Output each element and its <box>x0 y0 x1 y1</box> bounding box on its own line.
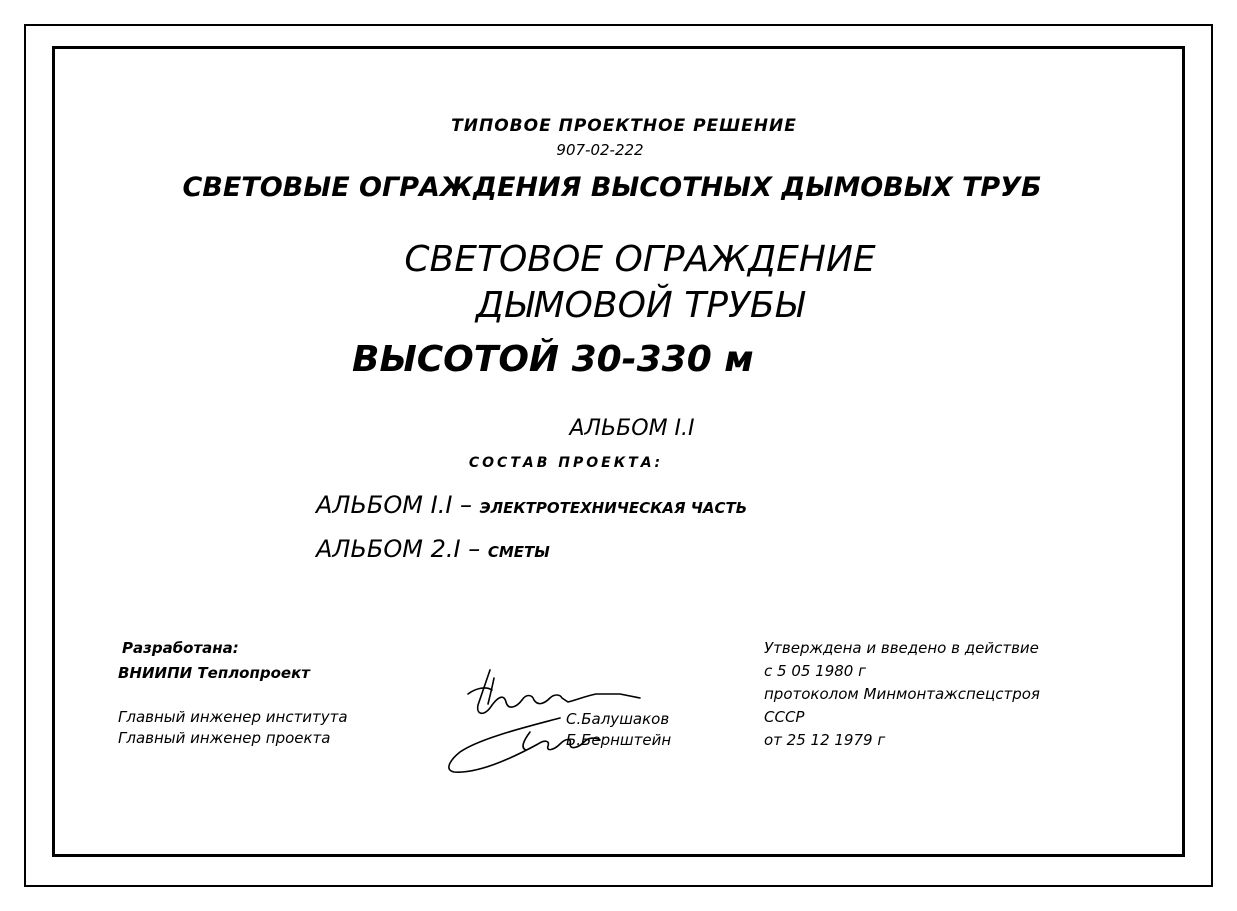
approval-line: протоколом Минмонтажспецстроя <box>764 685 1040 703</box>
main-title-line-1: СВЕТОВОЕ ОГРАЖДЕНИЕ <box>404 239 876 280</box>
main-title-line-3: ВЫСОТОЙ 30-330 м <box>352 339 754 380</box>
developer-label: Разработана: <box>122 639 239 657</box>
chief-engineer-project-name: Б.Бернштейн <box>566 731 672 749</box>
document-number: 907-02-222 <box>556 141 644 159</box>
composition-item <box>316 493 747 517</box>
approval-line: от 25 12 1979 г <box>764 731 886 749</box>
album-label: АЛЬБОМ I.I <box>569 416 695 441</box>
composition-item-desc: СМЕТЫ <box>487 543 550 561</box>
developer-organization: ВНИИПИ Теплопроект <box>118 664 310 682</box>
chief-engineer-institute-role: Главный инженер института <box>118 708 348 726</box>
document-type: ТИПОВОЕ ПРОЕКТНОЕ РЕШЕНИЕ <box>451 116 797 136</box>
series-title: СВЕТОВЫЕ ОГРАЖДЕНИЯ ВЫСОТНЫХ ДЫМОВЫХ ТРУБ <box>182 172 1042 203</box>
composition-item <box>316 537 550 561</box>
handwritten-signature <box>420 660 710 780</box>
chief-engineer-institute-name: С.Балушаков <box>566 710 670 728</box>
approval-line: Утверждена и введено в действие <box>764 639 1039 657</box>
composition-item-dash: – <box>460 535 488 563</box>
composition-item-code: АЛЬБОМ 2.I <box>316 535 461 563</box>
project-composition-label: СОСТАВ ПРОЕКТА: <box>468 455 664 471</box>
approval-line: с 5 05 1980 г <box>764 662 867 680</box>
approval-line: СССР <box>764 708 805 726</box>
composition-item-code: АЛЬБОМ I.I <box>316 491 453 519</box>
composition-item-desc: ЭЛЕКТРОТЕХНИЧЕСКАЯ ЧАСТЬ <box>479 499 748 517</box>
composition-item-dash: – <box>452 491 480 519</box>
chief-engineer-project-role: Главный инженер проекта <box>118 729 331 747</box>
main-title-line-2: ДЫМОВОЙ ТРУБЫ <box>475 285 805 326</box>
